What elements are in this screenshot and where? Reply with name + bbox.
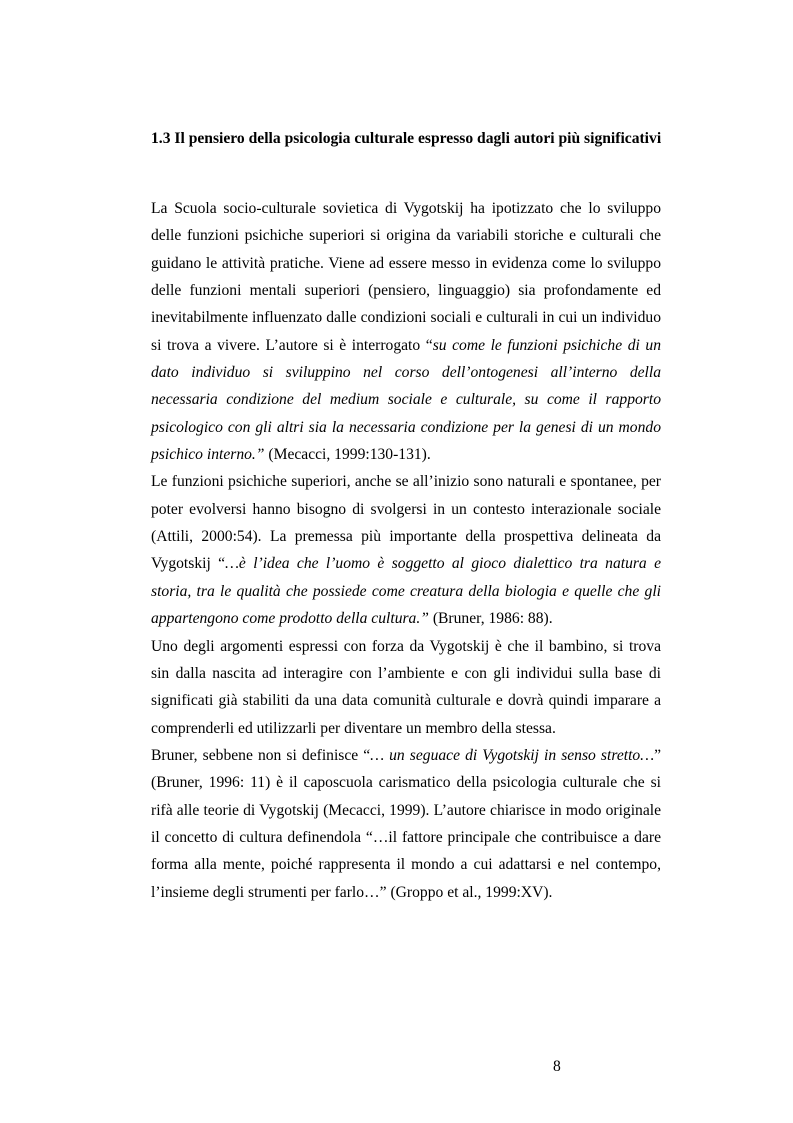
paragraph-text: Le funzioni psichiche superiori, anche se all’inizio sono naturali e spontanee, per poter evolversi hanno bisogno di svolgersi in un contesto interazionale sociale (Attili, 2000:54). La premessa più importante della prospettiva delineata da Vygotskij “ (151, 473, 661, 573)
paragraph-vygotskij-school (151, 195, 661, 468)
quotation-italic: su come le funzioni psichiche di un dato individuo si sviluppino nel corso dell’ontogenesi all’interno della necessaria condizione del medium sociale e culturale, su come il rapporto psicologico con gli altri sia la necessaria condizione per la genesi di un mondo psichico interno.” (151, 336, 661, 464)
paragraph-bruner (151, 742, 661, 906)
paragraph-text: ” (Bruner, 1996: 11) è il caposcuola carismatico della psicologia culturale che si rifà alle teorie di Vygotskij (Mecacci, 1999). L’autore chiarisce in modo originale il concetto di cultura definendola “…il fattore principale che contribuisce a dare forma alla mente, poiché rappresenta il mondo a cui adattarsi e nel contempo, l’insieme degli strumenti per farlo…” (Groppo et al., 1999:XV). (151, 746, 661, 901)
paragraph-text: Bruner, sebbene non si definisce “ (151, 746, 371, 764)
quotation-italic: …è l’idea che l’uomo è soggetto al gioco dialettico tra natura e storia, tra le qualità che possiede come creatura della biologia e quelle che gli appartengono come prodotto della cultura.” (151, 555, 662, 628)
quotation-italic: … un seguace di Vygotskij in senso stretto… (370, 746, 655, 764)
paragraph-text: Uno degli argomenti espressi con forza da Vygotskij è che il bambino, si trova sin dalla nascita ad interagire con l’ambiente e con gli individui sulla base di significati già stabiliti da una data comunità culturale e dovrà quindi imparare a comprenderli ed utilizzarli per diventare un membro della stessa. (151, 637, 661, 737)
citation-text: (Mecacci, 1999:130-131). (264, 446, 431, 464)
section-heading: 1.3 Il pensiero della psicologia culturale espresso dagli autori più significativi (151, 130, 662, 147)
citation-text: (Bruner, 1986: 88). (428, 610, 553, 628)
page-number: 8 (553, 1058, 561, 1075)
paragraph-higher-functions (151, 468, 661, 632)
paragraph-child-interaction (151, 633, 661, 742)
body-text (151, 195, 661, 906)
paragraph-text: La Scuola socio-culturale sovietica di Vygotskij ha ipotizzato che lo sviluppo delle funzioni psichiche superiori si origina da variabili storiche e culturali che guidano le attività pratiche. Viene ad essere messo in evidenza come lo sviluppo delle funzioni mentali superiori (pensiero, linguaggio) sia profondamente ed inevitabilmente influenzato dalle condizioni sociali e culturali in cui un individuo si trova a vivere. L’autore si è interrogato “ (151, 200, 661, 354)
